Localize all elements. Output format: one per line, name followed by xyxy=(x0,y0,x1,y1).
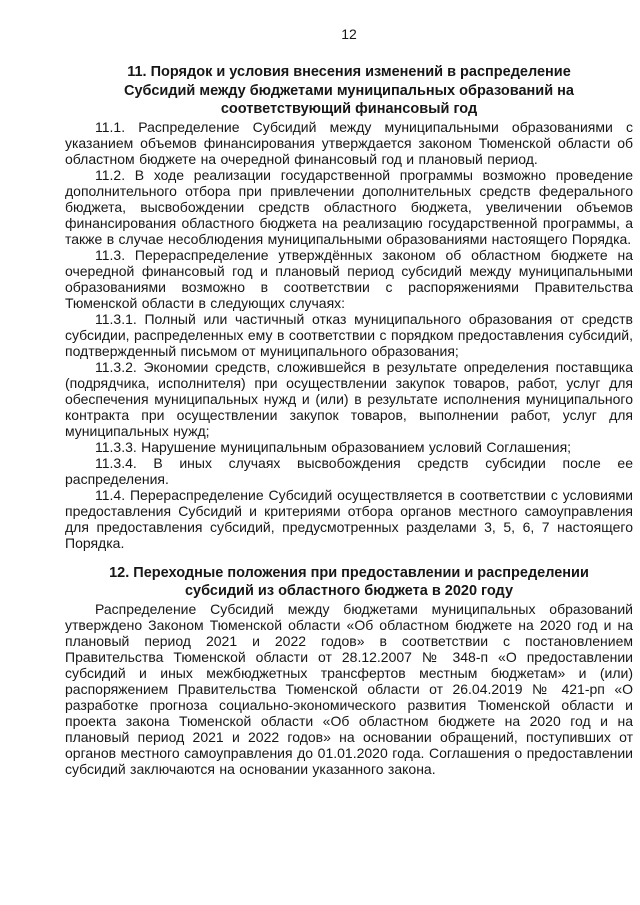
section-11-heading xyxy=(65,63,633,119)
paragraph-11-3-1: 11.3.1. Полный или частичный отказ муниципального образования от средств субсидии, распределенных ему в соответствии с порядком предоставления субсидий, подтвержденный письмом от муниципального образования; xyxy=(65,310,633,359)
heading-line: субсидий из областного бюджета в 2020 году xyxy=(184,583,514,599)
heading-line: 11. Порядок и условия внесения изменений в распределение xyxy=(127,64,571,80)
page-number: 12 xyxy=(341,26,357,42)
paragraph-12-body: Распределение Субсидий между бюджетами муниципальных образований утверждено Законом Тюменской области «Об областном бюджете на 2020 год и на плановый период 2021 и 2022 годов» в соответствии с постановлением Правительства Тюменской области от 28.12.2007 № 348-п «О предоставлении субсидий и иных межбюджетных трансфертов местным бюджетам» и (или) распоряжением Правительства Тюменской области от 26.04.2019 № 421-рп «О разработке прогноза социально-экономического развития Тюменской области и проекта закона Тюменской области «Об областном бюджете на 2020 год и на плановый период 2021 и 2022 годов» на основании обращений, поступивших от органов местного самоуправления до 01.01.2020 года. Соглашения о предоставлении субсидий заключаются на основании указанного закона. xyxy=(65,600,633,777)
paragraph-11-3-3: 11.3.3. Нарушение муниципальным образованием условий Соглашения; xyxy=(95,438,572,455)
section-11 xyxy=(65,63,633,551)
heading-line: соответствующий финансовый год xyxy=(220,101,478,117)
paragraph-11-4: 11.4. Перераспределение Субсидий осуществляется в соответствии с условиями предоставления Субсидий и критериями отбора органов местного самоуправления для предоставления субсидий, предусмотренных разделами 3, 5, 6, 7 настоящего Порядка. xyxy=(65,486,633,551)
paragraph-11-3-4: 11.3.4. В иных случаях высвобождения средств субсидии после ее распределения. xyxy=(65,454,633,487)
heading-line: Субсидий между бюджетами муниципальных образований на xyxy=(124,82,574,99)
paragraph-11-1: 11.1. Распределение Субсидий между муниципальными образованиями с указанием объемов финансирования утверждается законом Тюменской области об областном бюджете на очередной финансовый год и плановый период. xyxy=(65,118,633,167)
section-12 xyxy=(65,564,633,777)
paragraph-11-2: 11.2. В ходе реализации государственной программы возможно проведение дополнительного отбора при привлечении дополнительных средств федерального бюджета, высвобождении средств областного бюджета, увеличении объемов финансирования областного бюджета на реализацию государственной программы, а также в случае несоблюдения муниципальными образованиями настоящего Порядка. xyxy=(65,166,633,247)
paragraph-11-3: 11.3. Перераспределение утверждённых законом об областном бюджете на очередной финансовый год и плановый период субсидий между муниципальными образованиями возможно в соответствии с распоряжениями Правительства Тюменской области в следующих случаях: xyxy=(65,246,633,311)
heading-line: 12. Переходные положения при предоставлении и распределении xyxy=(109,564,589,581)
section-12-heading xyxy=(65,564,633,601)
paragraph-11-3-2: 11.3.2. Экономии средств, сложившейся в результате определения поставщика (подрядчика, исполнителя) при осуществлении закупок товаров, работ, услуг для обеспечения муниципальных нужд и (или) в результате исполнения муниципального контракта при осуществлении закупок товаров, выполнении работ, услуг для муниципальных нужд; xyxy=(65,358,633,439)
